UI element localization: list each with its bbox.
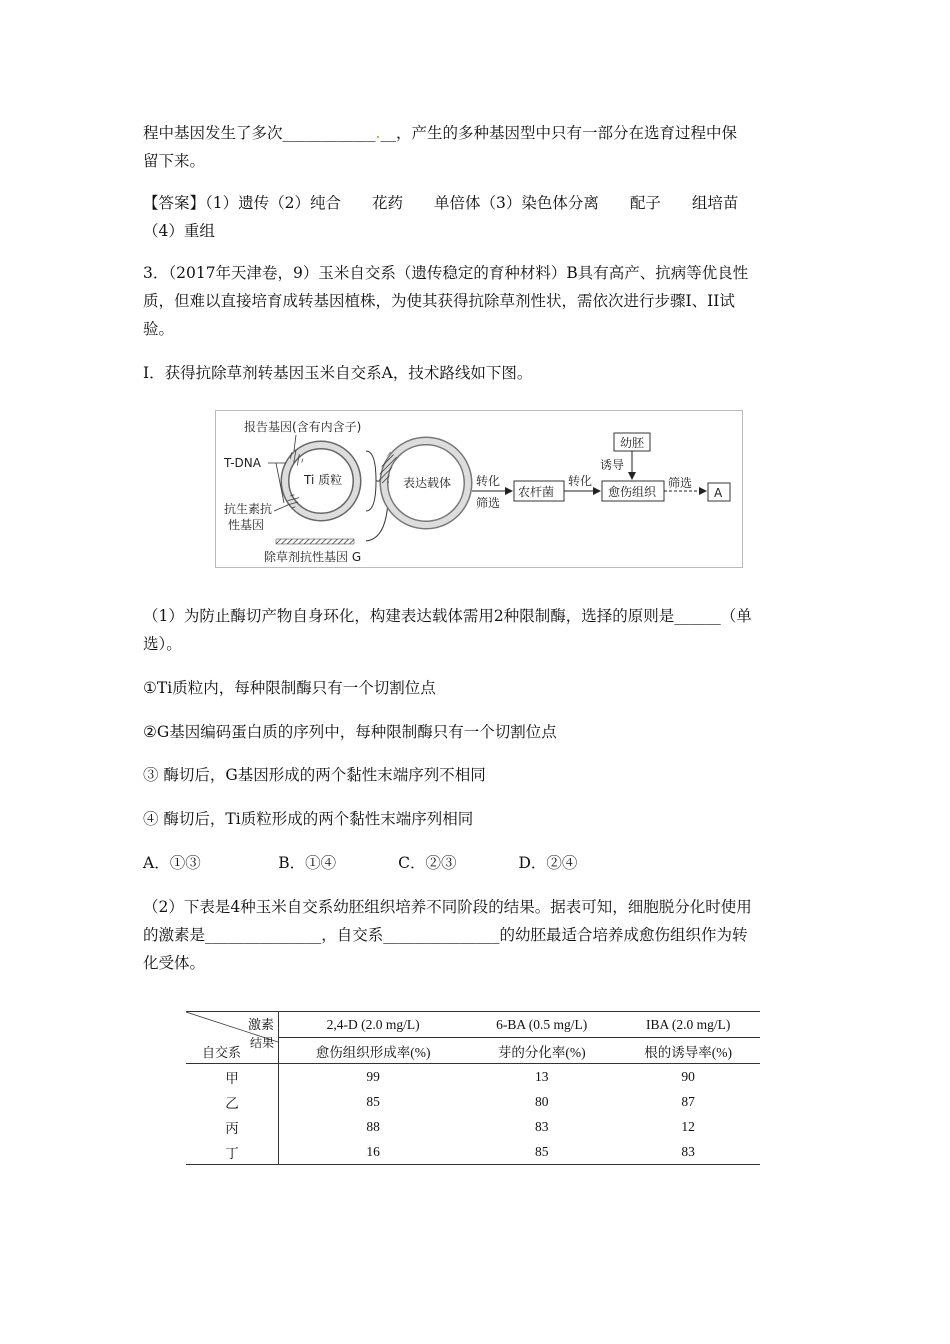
option-4: ④ 酶切后，Ti质粒形成的两个黏性末端序列相同 (143, 810, 474, 828)
table-header-metric: 芽的分化率(%) (467, 1038, 616, 1064)
antibiotic-label-1: 抗生素抗 (224, 502, 273, 516)
transgenic-workflow-figure (215, 410, 743, 568)
antibiotic-label-2: 性基因 (228, 518, 265, 532)
table-cell-line: 丙 (186, 1114, 279, 1139)
table-header-hormone: IBA (2.0 mg/L) (616, 1012, 760, 1038)
table-header-hormone: 6-BA (0.5 mg/L) (467, 1012, 616, 1038)
table-cell: 85 (467, 1139, 616, 1165)
table-header-row (186, 1012, 760, 1038)
herbicide-gene-label: 除草剂抗性基因 G (264, 550, 362, 564)
option-1: ①Ti质粒内，每种限制酶只有一个切割位点 (143, 679, 436, 697)
table-row (186, 1089, 760, 1114)
table-header-metric: 愈伤组织形成率(%) (279, 1038, 468, 1064)
answer-blank: ____________ (282, 124, 376, 142)
answer-line: 【答案】（1）遗传（2）纯合 花药 单倍体（3）染色体分离 配子 组培苗 (143, 194, 739, 212)
table-cell: 83 (534, 1118, 549, 1134)
embryo-label: 幼胚 (620, 436, 645, 450)
text: ，产生的多种基因型中只有一部分在选育过程中保 (395, 124, 737, 142)
blank-dot: . (375, 124, 381, 142)
table-row (186, 1139, 760, 1165)
sub-question-2-line: （2）下表是4种玉米自交系幼胚组织培养不同阶段的结果。据表可知，细胞脱分化时使用 (143, 898, 752, 916)
table-cell: 80 (534, 1093, 549, 1109)
table-cell-line: 甲 (186, 1064, 279, 1090)
sub-question-1-line: （1）为防止酶切产物自身环化，构建表达载体需用2种限制酶，选择的原则是______（单 (143, 607, 752, 625)
paragraph-continuation (143, 120, 805, 147)
transform-label-1: 转化 (476, 474, 501, 488)
table-cell: 85 (366, 1093, 380, 1109)
question-3-line: 验。 (143, 320, 175, 338)
hormone-results-table (186, 1011, 760, 1165)
table-row (186, 1064, 760, 1090)
sub-question-2-line: 的激素是_______________，自交系_______________的幼胚最适合培养成愈伤组织作为转 (143, 926, 748, 944)
corner-hormone-label: 激素 (247, 1017, 274, 1032)
callus-label: 愈伤组织 (608, 485, 657, 499)
ti-plasmid-label: Ti 质粒 (304, 473, 343, 487)
table-cell: 99 (366, 1068, 380, 1084)
option-3: ③ 酶切后，G基因形成的两个黏性末端序列不相同 (143, 766, 486, 784)
table-cell: 90 (681, 1068, 695, 1084)
table-cell: 12 (681, 1118, 695, 1134)
herbicide-gene-bar (276, 539, 354, 544)
result-label: A (714, 486, 723, 500)
table-header-hormone: 2,4-D (2.0 mg/L) (279, 1012, 468, 1038)
inserted-gene-segment (384, 455, 394, 483)
answer-blank: __ (380, 124, 396, 142)
answer-choices: A．①③ B．①④ C．②③ D．②④ (143, 854, 578, 872)
question-3-line: 质，但难以直接培育成转基因植株，为使其获得抗除草剂性状，需依次进行步骤I、II试 (143, 292, 735, 310)
table-cell: 88 (366, 1118, 380, 1134)
agrobacterium-label: 农杆菌 (518, 485, 555, 499)
induce-label: 诱导 (600, 458, 625, 472)
transform-label-2: 转化 (568, 474, 593, 488)
corner-line-label: 自交系 (202, 1045, 242, 1060)
table-header-metric: 根的诱导率(%) (616, 1038, 760, 1064)
sub-question-1-line: 选）。 (143, 635, 182, 653)
table-row (186, 1114, 760, 1139)
screen-label-1: 筛选 (476, 496, 501, 510)
question-3-line: 3．（2017年天津卷，9）玉米自交系（遗传稳定的育种材料）B具有高产、抗病等优良性 (143, 264, 749, 282)
answer-line: （4）重组 (143, 222, 215, 240)
screen-label-2: 筛选 (668, 476, 693, 490)
expression-vector-label: 表达载体 (403, 476, 452, 490)
paragraph-line: 留下来。 (143, 152, 206, 170)
table-cell: 13 (534, 1068, 549, 1084)
option-2: ②G基因编码蛋白质的序列中，每种限制酶只有一个切割位点 (143, 723, 557, 741)
corner-result-label: 结果 (249, 1036, 274, 1050)
reporter-gene-label: 报告基因(含有内含子) (244, 420, 362, 434)
table-cell-line: 乙 (186, 1089, 279, 1114)
table-cell: 16 (279, 1139, 468, 1165)
table-cell-line: 丁 (186, 1139, 279, 1165)
table-cell: 87 (681, 1093, 695, 1109)
step-1-heading: Ⅰ．获得抗除草剂转基因玉米自交系A，技术路线如下图。 (143, 364, 533, 382)
tdna-label: T-DNA (224, 456, 261, 470)
table-corner-cell (186, 1012, 279, 1064)
text: 程中基因发生了多次 (143, 124, 283, 142)
sub-question-2-line: 化受体。 (143, 954, 206, 972)
table-cell: 83 (616, 1139, 760, 1165)
workflow-diagram (216, 411, 742, 567)
